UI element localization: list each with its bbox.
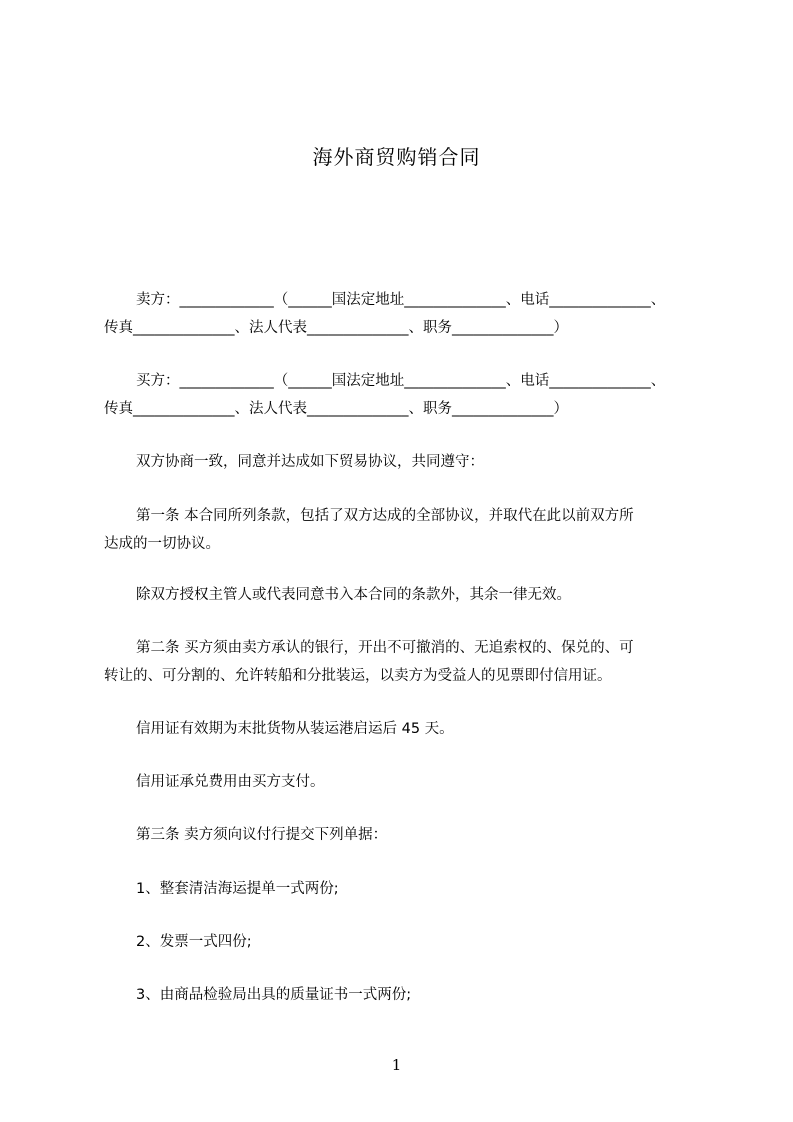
list-item-2: 2、发票一式四份; — [136, 934, 252, 950]
list-item-1: 1、整套清洁海运提单一式两份; — [136, 881, 339, 897]
article-1-line-2: 达成的一切协议。 — [104, 536, 220, 552]
seller-line-1: 卖方：_____________（______国法定地址______________、电话______________、 — [136, 292, 666, 308]
article-3-line-1: 第三条 卖方须向议付行提交下列单据： — [136, 827, 388, 843]
seller-line-2: 传真______________、法人代表______________、职务______________） — [104, 320, 568, 336]
list-item-3: 3、由商品检验局出具的质量证书一式两份; — [136, 987, 412, 1003]
paragraph-credit-validity: 信用证有效期为末批货物从装运港启运后 45 天。 — [136, 721, 454, 737]
article-2-line-2: 转让的、可分割的、允许转船和分批装运，以卖方为受益人的见票即付信用证。 — [104, 668, 612, 684]
paragraph-credit-fee: 信用证承兑费用由买方支付。 — [136, 774, 325, 790]
document-title: 海外商贸购销合同 — [312, 145, 481, 169]
paragraph-validity: 除双方授权主管人或代表同意书入本合同的条款外，其余一律无效。 — [136, 587, 571, 603]
article-1-line-1: 第一条 本合同所列条款，包括了双方达成的全部协议，并取代在此以前双方所 — [136, 508, 634, 524]
paragraph-agreement: 双方协商一致，同意并达成如下贸易协议，共同遵守： — [136, 454, 484, 470]
article-2-line-1: 第二条 买方须由卖方承认的银行，开出不可撤消的、无追索权的、保兑的、可 — [136, 640, 634, 656]
page-number: 1 — [391, 1056, 402, 1074]
buyer-line-2: 传真______________、法人代表______________、职务______________） — [104, 401, 568, 417]
buyer-line-1: 买方：_____________（______国法定地址______________、电话______________、 — [136, 373, 666, 389]
